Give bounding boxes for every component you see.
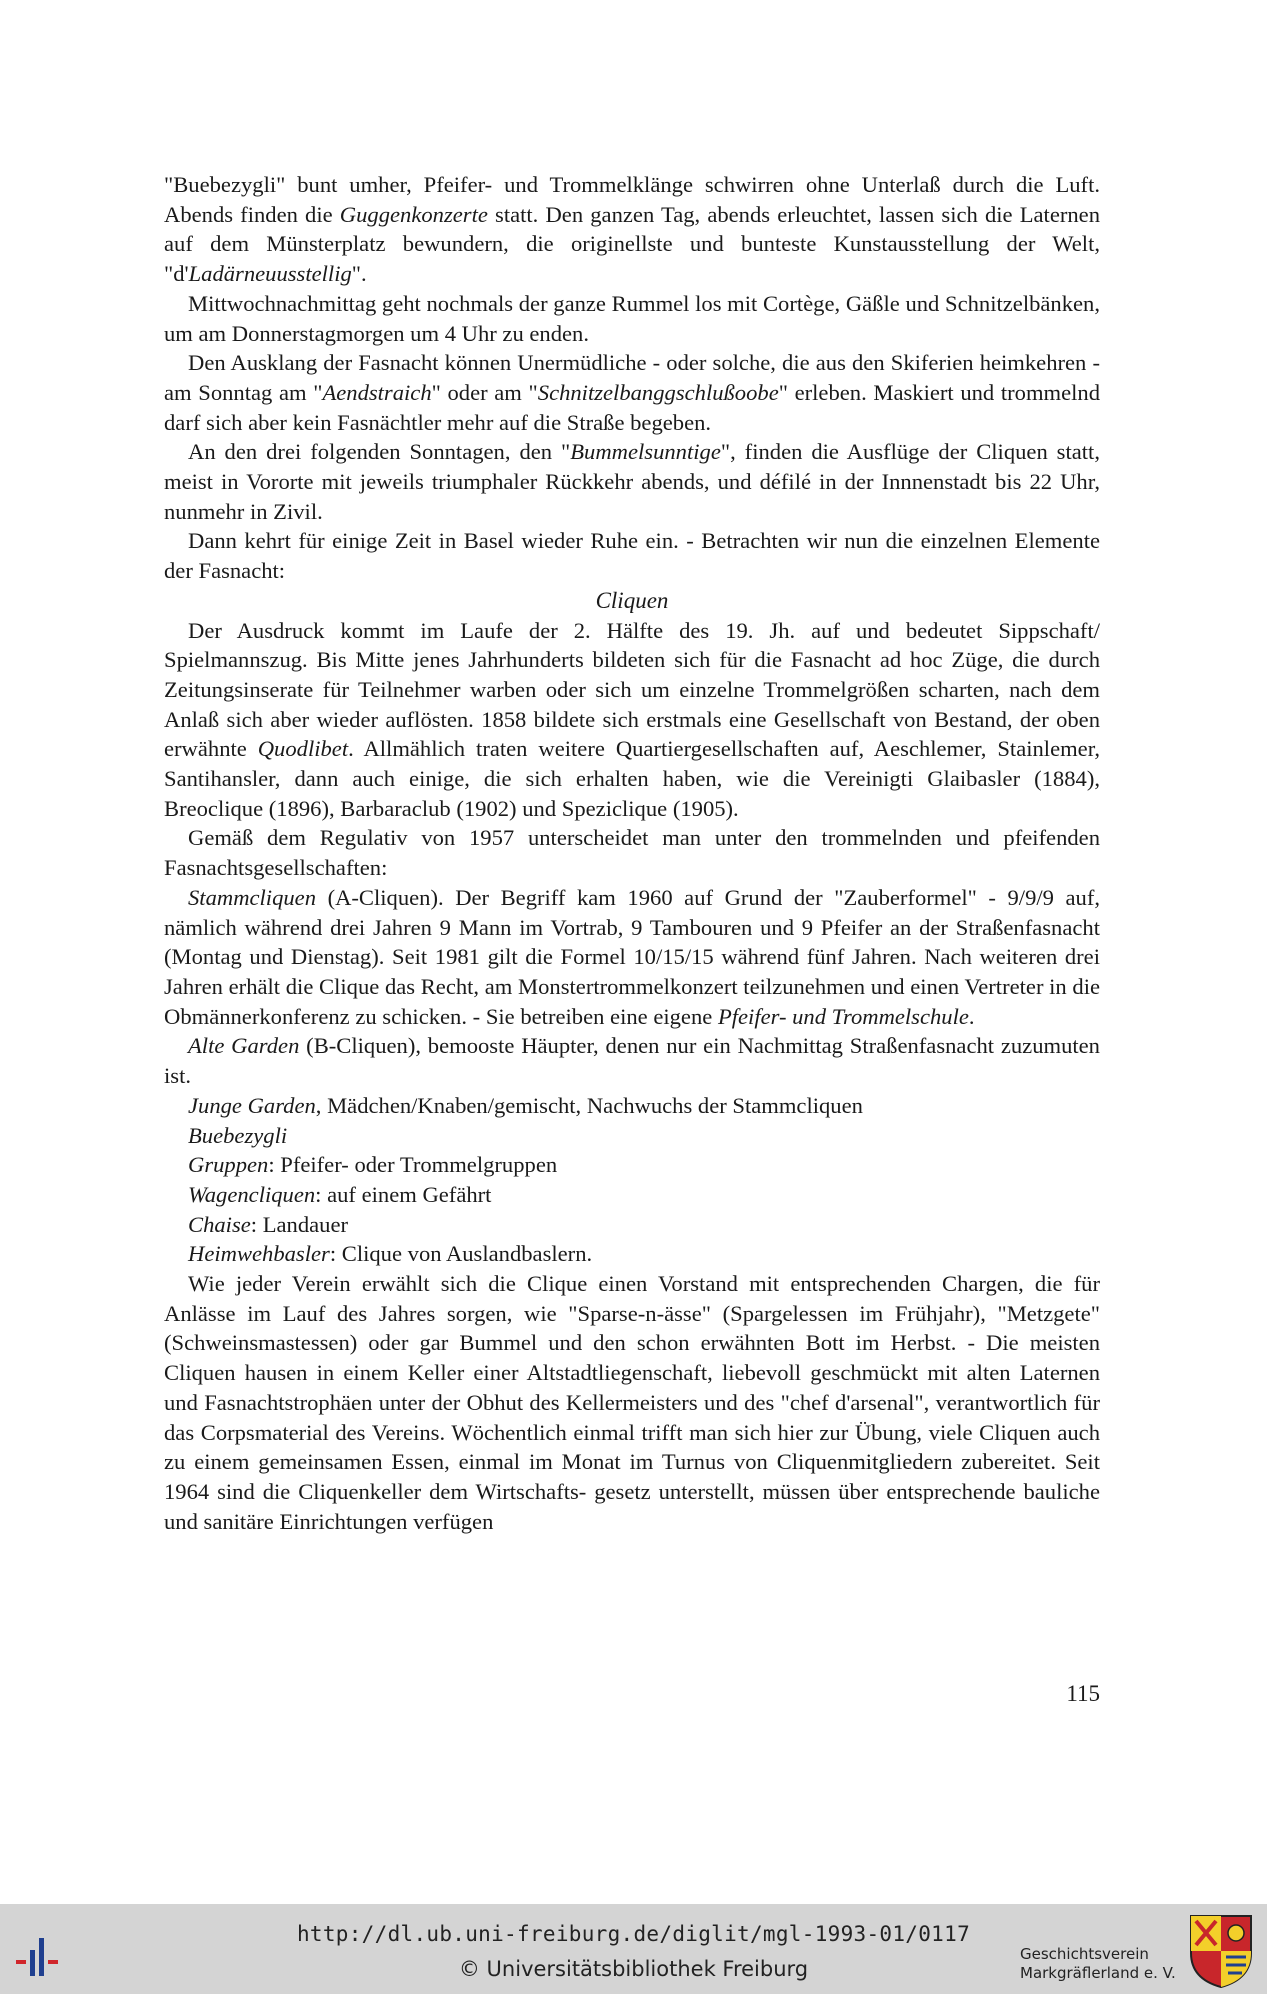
page-number: 115 (1066, 1681, 1100, 1706)
list-item (164, 1210, 1100, 1240)
text-run: "Buebezygli" bunt umher, Pfeifer- und Trommelklänge schwirren ohne Unterlaß durch die Luft. Abends finden die (164, 172, 1100, 227)
text-run: " erleben. Maskiert und trommelnd darf sich aber kein Fasnächtler mehr auf die Straße begeben. (164, 379, 1101, 435)
list-term: Wagencliquen (188, 1181, 316, 1207)
italic-term: Schnitzelbanggschlußoobe (537, 379, 779, 405)
list-desc: : Clique von Auslandbaslern. (329, 1241, 593, 1267)
paragraph-5: Dann kehrt für einige Zeit in Basel wieder Ruhe ein. - Betrachten wir nun die einzelnen Elemente der Fasnacht: (164, 528, 1100, 584)
italic-term: Quodlibet (257, 736, 349, 762)
text-run: " oder am " (431, 379, 538, 405)
list-desc: : Pfeifer- oder Trommelgruppen (268, 1152, 558, 1178)
text-run: statt. Den ganzen Tag, abends erleuchtet, lassen sich die Laternen auf dem Münsterplatz bewundern, die originellste und bunteste Kunstausstellung der Welt, "d' (164, 201, 1100, 287)
paragraph-8 (164, 883, 1100, 1032)
italic-term: Aendstraich (322, 379, 432, 405)
list-item (164, 1091, 1100, 1121)
italic-term: Guggenkonzerte (339, 201, 488, 227)
society-line-2: Markgräflerland e. V. (1020, 1964, 1176, 1982)
text-run: ", finden die Ausflüge der Cliquen statt, meist in Vororte mit jeweils triumphaler Rückkehr abends, und défilé in der Innnenstadt bis 22 Uhr, nunmehr in Zivil. (164, 439, 1100, 524)
text-run: Der Ausdruck kommt im Laufe der 2. Hälfte des 19. Jh. auf und bedeutet Sippschaft/ Spielmannszug. Bis Mitte jenes Jahrhunderts bildeten sich für die Fasnacht ad hoc Züge, die durch Zeitungsinserate für Teilnehmer warben oder sich um einzelne Trommelgrößen scharten, nach dem Anlaß sich aber wieder auflösten. 1858 bildete sich erstmals eine Gesellschaft von Bestand, der oben erwähnte (164, 617, 1100, 762)
list-desc: : auf einem Gefährt (315, 1181, 492, 1207)
paragraph-7: Gemäß dem Regulativ von 1957 unterscheidet man unter den trommelnden und pfeifenden Fasnachtsgesellschaften: (164, 825, 1100, 881)
source-url-link[interactable]: http://dl.ub.uni-freiburg.de/diglit/mgl-1993-01/0117 (296, 1922, 971, 1946)
list-item (164, 1239, 1100, 1269)
coat-of-arms-icon (1188, 1913, 1254, 1989)
paragraph-2: Mittwochnachmittag geht nochmals der ganze Rummel los mit Cortège, Gäßle und Schnitzelbänken, um am Donnerstagmorgen um 4 Uhr zu enden. (164, 290, 1100, 346)
text-run: Den Ausklang der Fasnacht können Unermüdliche - oder solche, die aus den Skiferien heimkehren - am Sonntag am " (164, 350, 1100, 405)
paragraph-3 (164, 348, 1100, 437)
list-term: Junge Garden (188, 1092, 316, 1118)
italic-term: Alte Garden (188, 1033, 300, 1059)
list-desc: , Mädchen/Knaben/gemischt, Nachwuchs der Stammcliquen (315, 1092, 863, 1118)
text-run: . Allmählich traten weitere Quartiergesellschaften auf, Aeschlemer, Stainlemer, Santihansler, dann auch einige, die sich erhalten haben, wie die Vereinigti Glaibasler (1884), Breoclique (1896), Barbaraclub (1902) und Speziclique (1905). (164, 736, 1100, 821)
italic-term: Bummelsunntige (570, 439, 721, 465)
text-run: An den drei folgenden Sonntagen, den " (188, 439, 571, 465)
paragraph-4 (164, 437, 1100, 526)
list-desc: : Landauer (250, 1211, 348, 1237)
list-item (164, 1150, 1100, 1180)
list-term: Gruppen (188, 1152, 269, 1178)
italic-term: Pfeifer- und Trommelschule (717, 1003, 969, 1029)
society-name (1020, 1945, 1176, 1983)
paragraph-10: Wie jeder Verein erwählt sich die Clique einen Vorstand mit entsprechenden Chargen, die für Anlässe im Lauf des Jahres sorgen, wie "Sparse-n-ässe" (Spargelessen im Frühjahr), "Metzgete" (Schweinsmastessen) oder gar Bummel und den schon erwähnten Bott im Herbst. - Die meisten Cliquen hausen in einem Keller einer Altstadtliegenschaft, liebevoll geschmückt mit alten Laternen und Fasnachtstrophäen unter der Obhut des Kellermeisters und des "chef d'arsenal", verantwortlich für das Corpsmaterial des Vereins. Wöchentlich einmal trifft man sich hier zur Übung, viele Cliquen auch zu einem gemeinsamen Essen, einmal im Monat im Turnus von Cliquenmitgliedern zubereitet. Seit 1964 sind die Cliquenkeller dem Wirtschafts- gesetz unterstellt, müssen über entsprechende bauliche und sanitäre Einrichtungen verfügen (164, 1271, 1100, 1534)
paragraph-1 (164, 170, 1100, 289)
list-term: Chaise (188, 1211, 251, 1237)
list-term: Heimwehbasler (188, 1241, 330, 1267)
paragraph-9 (164, 1031, 1100, 1090)
list-item (164, 1180, 1100, 1210)
text-run: . (968, 1003, 975, 1029)
society-line-1: Geschichtsverein (1020, 1945, 1149, 1963)
text-run: (B-Cliquen), bemooste Häupter, denen nur ein Nachmittag Straßenfasnacht zuzumuten ist. (164, 1033, 1100, 1089)
document-body (164, 170, 1100, 1536)
italic-term: Ladärneuusstellig (188, 261, 352, 287)
footer-bar (0, 1904, 1267, 1994)
paragraph-6 (164, 616, 1100, 824)
list-term: Buebezygli (188, 1122, 288, 1148)
section-heading: Cliquen (595, 587, 669, 613)
italic-term: Stammcliquen (188, 884, 317, 910)
text-run: ". (351, 261, 367, 287)
list-item (164, 1121, 1100, 1151)
copyright-text: © Universitätsbibliothek Freiburg (458, 1957, 809, 1981)
text-run: (A-Cliquen). Der Begriff kam 1960 auf Grund der "Zauberformel" - 9/9/9 auf, nämlich während drei Jahren 9 Mann im Vortrab, 9 Tambouren und 9 Pfeifer an der Straßenfasnacht (Montag und Dienstag). Seit 1981 gilt die Formel 10/15/15 während fünf Jahren. Nach weiteren drei Jahren erhält die Clique das Recht, am Monstertrommelkonzert teilzunehmen und einen Vertreter in die Obmännerkonferenz zu schicken. - Sie betreiben eine eigene (164, 884, 1100, 1029)
